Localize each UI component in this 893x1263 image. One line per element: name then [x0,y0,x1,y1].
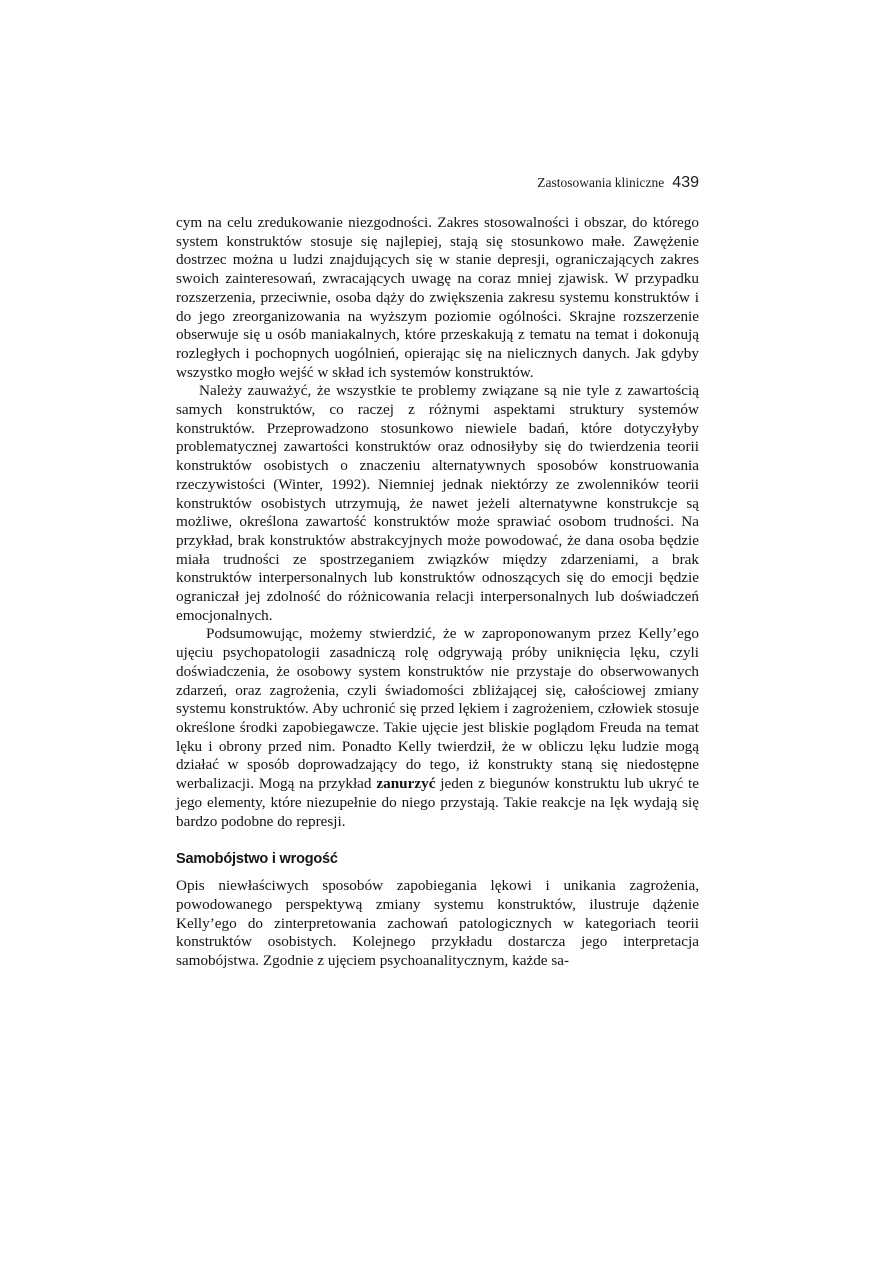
paragraph: Należy zauważyć, że wszystkie te problemy związane są nie tyle z zawartością samych konstruktów, co raczej z różnymi aspektami struktury systemów konstruktów. Przeprowadzono stosunkowo niewiele badań, które dotyczyłyby problematycznej zawartości konstruktów oraz odnosiłyby się do twierdzenia teorii konstruktów osobistych o znaczeniu alternatywnych sposobów konstruowania rzeczywistości (Winter, 1992). Niemniej jednak niektórzy ze zwolenników teorii konstruktów osobistych utrzymują, że nawet jeżeli alternatywne konstrukcje są możliwe, określona zawartość konstruktów może sprawiać osobom trudności. Na przykład, brak konstruktów abstrakcyjnych może powodować, że dana osoba będzie miała trudności ze spostrzeganiem związków między zdarzeniami, a brak konstruktów interpersonalnych lub konstruktów odnoszących się do emocji będzie ograniczał jej zdolność do różnicowania relacji interpersonalnych lub doświadczeń emocjonalnych. [176,382,699,624]
running-title: Zastosowania kliniczne [537,175,665,190]
paragraph: Opis niewłaściwych sposobów zapobiegania lękowi i unikania zagrożenia, powodowanego perspektywą zmiany systemu konstruktów, ilustruje dążenie Kelly’ego do zinterpretowania zachowań patologicznych w kategoriach teorii konstruktów osobistych. Kolejnego przykładu dostarcza jego interpretacja samobójstwa. Zgodnie z ujęciem psychoanalitycznym, każde sa- [176,877,699,970]
page-number: 439 [672,174,699,191]
paragraph-text: Podsumowując, możemy stwierdzić, że w zaproponowanym przez Kelly’ego ujęciu psychopatologii zasadniczą rolę odgrywają próby uniknięcia lęku, czyli doświadczenia, że osobowy system konstruktów nie przystaje do obserwowanych zdarzeń, oraz zagrożenia, czyli świadomości zbliżającej się, całościowej zmiany systemu konstruktów. Aby uchronić się przed lękiem i zagrożeniem, człowiek stosuje określone środki zapobiegawcze. Takie ujęcie jest bliskie poglądom Freuda na temat lęku i obrony przed nim. Ponadto Kelly twierdził, że w obliczu lęku ludzie mogą działać w sposób doprowadzający do tego, iż konstrukty staną się niedostępne werbalizacji. Mogą na przykład [176,625,699,793]
paragraph-summary [176,625,699,831]
body-text [176,214,699,971]
emphasized-word: zanurzyć [376,775,436,793]
paragraph-text: jeden z biegunów konstruktu lub ukryć te jego elementy, które niezupełnie do niego przystają. Takie reakcje na lęk wydają się bardzo podobne do represji. [176,775,699,830]
paragraph-continued: cym na celu zredukowanie niezgodności. Zakres stosowalności i obszar, do którego system konstruktów stosuje się najlepiej, stają się stosunkowo małe. Zawężenie dostrzec można u ludzi znajdujących się w stanie depresji, ograniczających zakres swoich zainteresowań, zwracających uwagę na coraz mniej zjawisk. W przypadku rozszerzenia, przeciwnie, osoba dąży do zwiększenia zakresu systemu konstruktów i do jego zreorganizowania na wyższym poziomie ogólności. Skrajne rozszerzenie obserwuje się u osób maniakalnych, które przeskakują z tematu na temat i dokonują rozległych i pochopnych uogólnień, opierając się na nielicznych danych. Jak gdyby wszystko mogło wejść w skład ich systemów konstruktów. [176,214,699,381]
running-header [176,174,699,196]
section-heading: Samobójstwo i wrogość [176,851,338,868]
